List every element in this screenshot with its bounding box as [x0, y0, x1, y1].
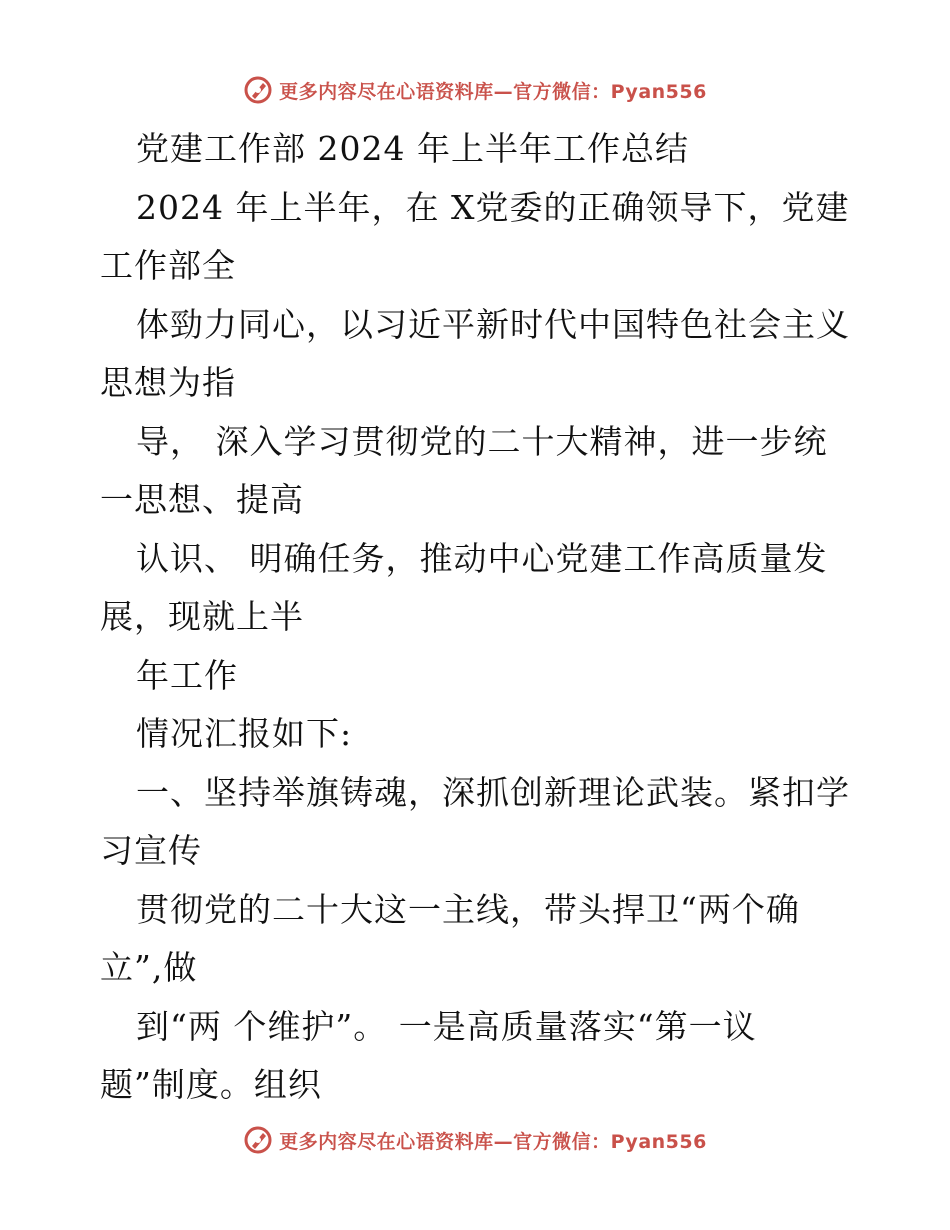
doc-line: 题”制度。组织 — [100, 1065, 322, 1104]
watermark-text: 更多内容尽在心语资料库—官方微信：Pyan556 — [279, 1130, 707, 1153]
doc-line: 认识、 明确任务，推动中心党建工作高质量发 — [136, 538, 828, 578]
doc-line: 一思想、提高 — [100, 480, 304, 519]
doc-line: 一、坚持举旗铸魂，深抓创新理论武装。紧扣学 — [136, 772, 850, 812]
watermark-banner-bottom — [0, 1120, 950, 1160]
doc-line: 贯彻党的二十大这一主线，带头捍卫“两个确 — [136, 889, 800, 929]
doc-line: 党建工作部 2024 年上半年工作总结 — [136, 129, 689, 168]
doc-line: 习宣传 — [100, 831, 202, 870]
doc-line: 导， 深入学习贯彻党的二十大精神，进一步统 — [136, 421, 828, 461]
doc-line: 立”,做 — [100, 948, 198, 987]
document-body — [100, 120, 860, 1115]
pen-seal-logo-icon — [243, 75, 273, 105]
doc-line: 2024 年上半年，在 X党委的正确领导下，党建 — [136, 187, 850, 227]
doc-line: 情况汇报如下: — [136, 714, 353, 753]
doc-line: 工作部全 — [100, 246, 236, 285]
doc-line: 体勁力同心，以习近平新时代中国特色社会主义 — [136, 304, 850, 344]
watermark-banner-top — [0, 70, 950, 110]
doc-line: 年工作 — [136, 655, 238, 695]
doc-line: 到“两 个维护”。 一是高质量落实“第一议 — [136, 1006, 757, 1046]
watermark-text: 更多内容尽在心语资料库—官方微信：Pyan556 — [279, 80, 707, 103]
pen-seal-logo-icon — [243, 1125, 273, 1155]
doc-line: 思想为指 — [100, 363, 236, 402]
doc-line: 展，现就上半 — [100, 597, 304, 636]
